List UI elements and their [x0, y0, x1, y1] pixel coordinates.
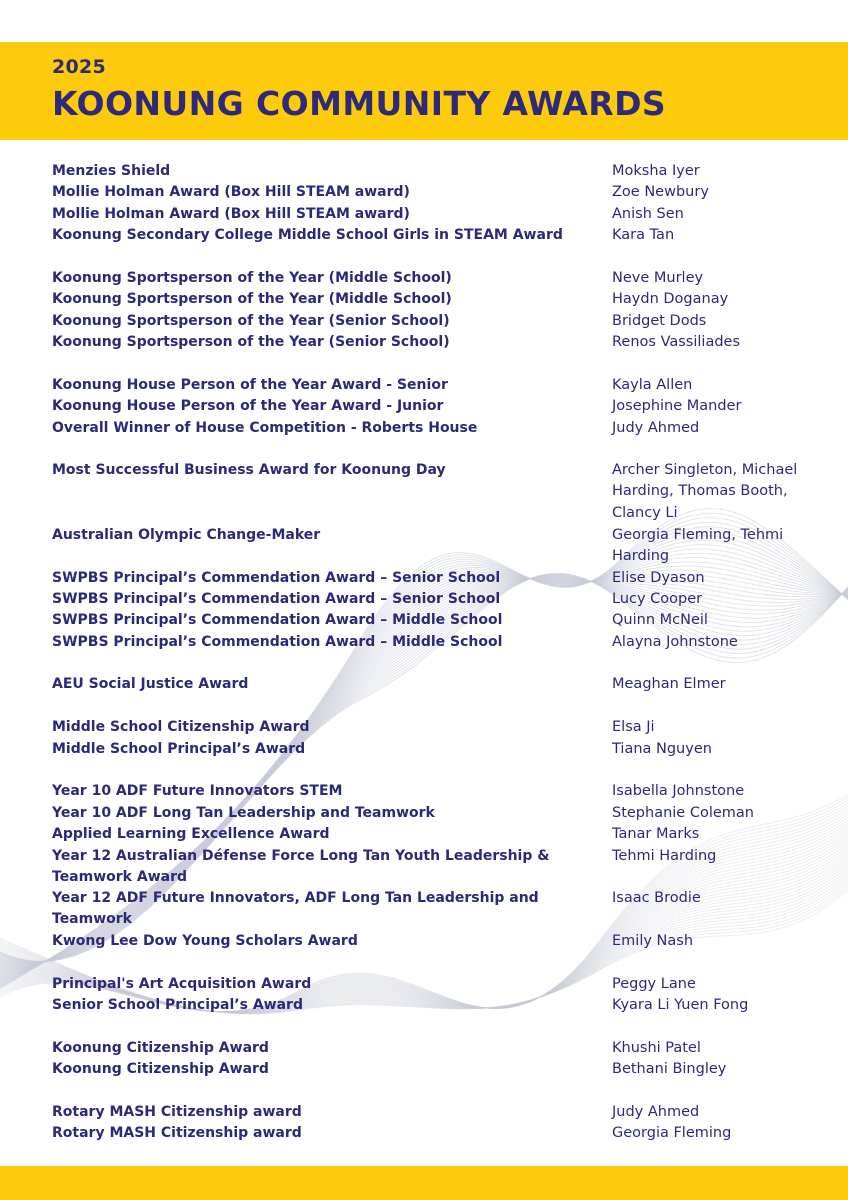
award-recipient: Judy Ahmed	[612, 420, 700, 436]
award-recipient: Kyara Li Yuen Fong	[612, 997, 749, 1013]
award-recipient: Georgia Fleming	[612, 1125, 732, 1141]
award-recipient: Peggy Lane	[612, 976, 696, 992]
award-name: Koonung Sportsperson of the Year (Middle School)	[52, 291, 452, 307]
award-name: Rotary MASH Citizenship award	[52, 1104, 302, 1120]
award-recipient: Renos Vassiliades	[612, 334, 741, 350]
award-recipient: Bethani Bingley	[612, 1061, 727, 1077]
award-name: Koonung Sportsperson of the Year (Senior School)	[52, 334, 450, 350]
award-recipient: Anish Sen	[612, 206, 684, 222]
award-recipient: Haydn Doganay	[612, 291, 729, 307]
award-name: Overall Winner of House Competition - Roberts House	[52, 420, 478, 436]
award-name: Koonung House Person of the Year Award - Senior	[52, 377, 448, 393]
award-name: Year 10 ADF Future Innovators STEM	[52, 783, 343, 799]
award-recipient: Isaac Brodie	[612, 890, 701, 906]
award-name: Koonung Citizenship Award	[52, 1040, 269, 1056]
award-name: Principal's Art Acquisition Award	[52, 976, 312, 992]
award-recipient: Josephine Mander	[612, 398, 742, 414]
award-recipient: Meaghan Elmer	[612, 676, 726, 692]
award-recipient: Tiana Nguyen	[612, 741, 712, 757]
award-name: Year 10 ADF Long Tan Leadership and Teamwork	[52, 805, 435, 821]
page-title: KOONUNG COMMUNITY AWARDS	[52, 84, 667, 123]
award-name: Rotary MASH Citizenship award	[52, 1125, 302, 1141]
award-recipient: Zoe Newbury	[612, 184, 709, 200]
award-name: SWPBS Principal’s Commendation Award – Senior School	[52, 591, 501, 607]
award-recipient: Khushi Patel	[612, 1040, 701, 1056]
award-recipient: Neve Murley	[612, 270, 704, 286]
award-recipient: Bridget Dods	[612, 313, 707, 329]
award-name: Menzies Shield	[52, 163, 171, 179]
award-recipient: Quinn McNeil	[612, 612, 708, 628]
year-label: 2025	[52, 56, 107, 78]
award-name: Most Successful Business Award for Koonung Day	[52, 462, 446, 478]
award-name: Mollie Holman Award (Box Hill STEAM award)	[52, 206, 410, 222]
award-name: Australian Olympic Change-Maker	[52, 527, 321, 543]
award-name: Middle School Citizenship Award	[52, 719, 310, 735]
award-name: Koonung Citizenship Award	[52, 1061, 269, 1077]
award-name: Kwong Lee Dow Young Scholars Award	[52, 933, 358, 949]
award-name: SWPBS Principal’s Commendation Award – Senior School	[52, 570, 501, 586]
award-name: SWPBS Principal’s Commendation Award – Middle School	[52, 634, 503, 650]
award-name: Koonung House Person of the Year Award - Junior	[52, 398, 444, 414]
award-name: Koonung Sportsperson of the Year (Senior School)	[52, 313, 450, 329]
award-recipient: Elise Dyason	[612, 570, 705, 586]
award-name: Mollie Holman Award (Box Hill STEAM award)	[52, 184, 410, 200]
award-name: Applied Learning Excellence Award	[52, 826, 330, 842]
award-name: Year 12 ADF Future Innovators, ADF Long Tan Leadership and Teamwork	[52, 890, 539, 928]
award-recipient: Stephanie Coleman	[612, 805, 754, 821]
award-name: Year 12 Australian Défense Force Long Tan Youth Leadership & Teamwork Award	[52, 848, 550, 886]
award-recipient: Tanar Marks	[612, 826, 700, 842]
award-recipient: Georgia Fleming, Tehmi Harding	[612, 527, 784, 565]
award-name: SWPBS Principal’s Commendation Award – Middle School	[52, 612, 503, 628]
award-recipient: Emily Nash	[612, 933, 694, 949]
award-recipient: Kayla Allen	[612, 377, 693, 393]
award-recipient: Isabella Johnstone	[612, 783, 745, 799]
award-recipient: Kara Tan	[612, 227, 675, 243]
award-recipient: Judy Ahmed	[612, 1104, 700, 1120]
award-recipient: Elsa Ji	[612, 719, 655, 735]
award-recipient: Moksha Iyer	[612, 163, 700, 179]
award-name: Koonung Secondary College Middle School Girls in STEAM Award	[52, 227, 563, 243]
award-name: AEU Social Justice Award	[52, 676, 249, 692]
award-name: Middle School Principal’s Award	[52, 741, 306, 757]
award-recipient: Alayna Johnstone	[612, 634, 738, 650]
award-recipient: Lucy Cooper	[612, 591, 703, 607]
award-recipient: Tehmi Harding	[612, 848, 717, 864]
award-recipient: Archer Singleton, Michael Harding, Thomas Booth, Clancy Li	[612, 462, 798, 521]
award-name: Senior School Principal’s Award	[52, 997, 303, 1013]
award-name: Koonung Sportsperson of the Year (Middle School)	[52, 270, 452, 286]
